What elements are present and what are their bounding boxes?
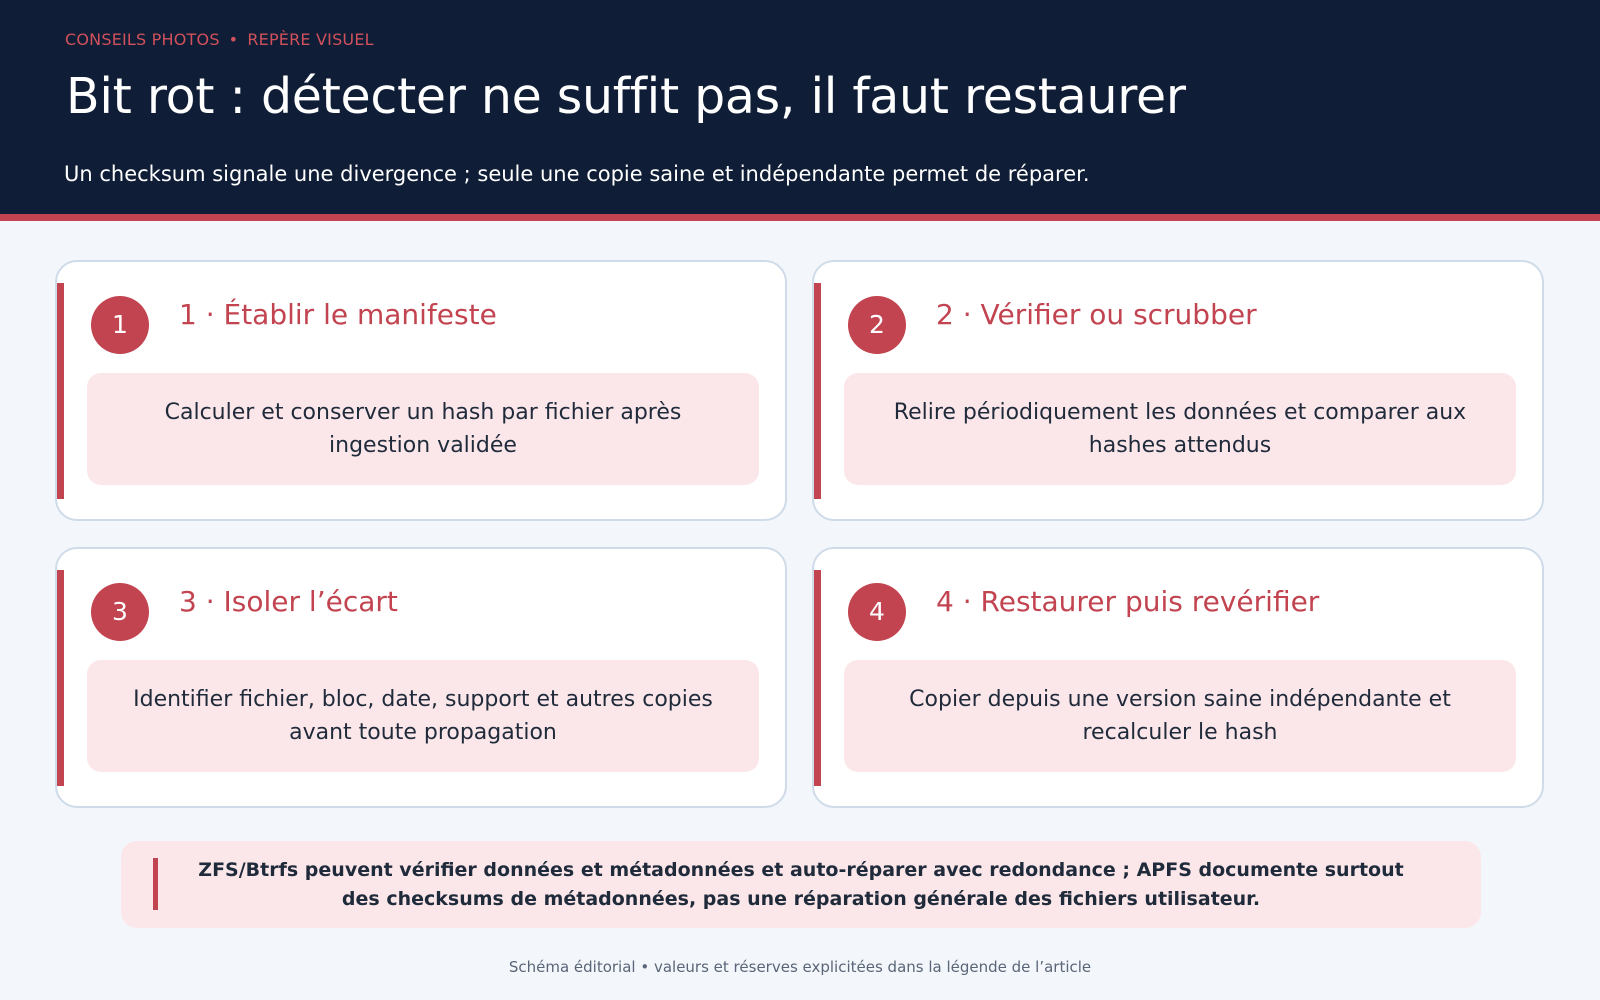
note-accent-bar bbox=[153, 858, 158, 910]
page-subtitle: Un checksum signale une divergence ; seule une copie saine et indépendante permet de réparer. bbox=[64, 162, 1090, 186]
step-description: Copier depuis une version saine indépendante et recalculer le hash bbox=[844, 660, 1516, 772]
step-title: 3 · Isoler l’écart bbox=[179, 585, 398, 618]
step-title: 4 · Restaurer puis revérifier bbox=[936, 585, 1320, 618]
footer-caption: Schéma éditorial • valeurs et réserves explicitées dans la légende de l’article bbox=[508, 958, 1092, 976]
step-description: Relire périodiquement les données et comparer aux hashes attendus bbox=[844, 373, 1516, 485]
eyebrow-tag: REPÈRE VISUEL bbox=[247, 30, 374, 49]
eyebrow bbox=[65, 30, 374, 49]
eyebrow-separator: • bbox=[228, 30, 239, 49]
card-accent-bar bbox=[814, 570, 821, 786]
step-number-badge: 4 bbox=[848, 583, 906, 641]
card-accent-bar bbox=[814, 283, 821, 499]
card-accent-bar bbox=[57, 283, 64, 499]
step-number-badge: 3 bbox=[91, 583, 149, 641]
step-card-2 bbox=[812, 260, 1544, 521]
page-title: Bit rot : détecter ne suffit pas, il faut restaurer bbox=[66, 68, 1186, 125]
step-title: 1 · Établir le manifeste bbox=[179, 298, 497, 331]
step-description: Identifier fichier, bloc, date, support et autres copies avant toute propagation bbox=[87, 660, 759, 772]
eyebrow-category: CONSEILS PHOTOS bbox=[65, 30, 220, 49]
header-divider bbox=[0, 214, 1600, 221]
note-text: ZFS/Btrfs peuvent vérifier données et métadonnées et auto-réparer avec redondance ; APFS documente surtout des checksums de métadonnées, pas une réparation générale des fichiers utilisateur. bbox=[198, 858, 1404, 910]
step-title: 2 · Vérifier ou scrubber bbox=[936, 298, 1257, 331]
header-banner bbox=[0, 0, 1600, 214]
filesystem-note bbox=[121, 841, 1481, 928]
step-card-3 bbox=[55, 547, 787, 808]
step-description: Calculer et conserver un hash par fichier après ingestion validée bbox=[87, 373, 759, 485]
step-card-1 bbox=[55, 260, 787, 521]
step-card-4 bbox=[812, 547, 1544, 808]
step-number-badge: 2 bbox=[848, 296, 906, 354]
step-number-badge: 1 bbox=[91, 296, 149, 354]
card-accent-bar bbox=[57, 570, 64, 786]
